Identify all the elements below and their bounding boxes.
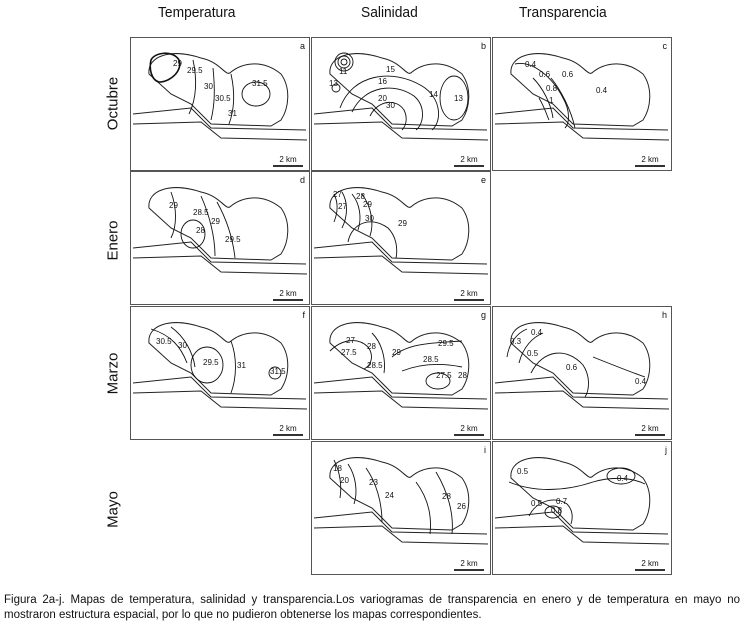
scale-bar: 2 km bbox=[273, 155, 303, 167]
isoline-label: 16 bbox=[378, 77, 387, 86]
map-panel-c bbox=[492, 37, 672, 171]
isoline-label: 27 bbox=[346, 336, 355, 345]
isoline-label: 0.6 bbox=[539, 70, 551, 79]
isoline-label: 1 bbox=[549, 96, 554, 105]
scale-bar: 2 km bbox=[273, 424, 303, 436]
isoline-label: 28.5 bbox=[423, 355, 439, 364]
panel-letter: c bbox=[662, 41, 667, 51]
isoline-label: 0.8 bbox=[551, 506, 563, 515]
isoline-label: 15 bbox=[386, 65, 395, 74]
isoline-label: 20 bbox=[340, 476, 349, 485]
row-label-enero: Enero bbox=[104, 220, 122, 261]
isoline-label: 27 bbox=[338, 202, 347, 211]
coastline-map bbox=[493, 442, 673, 576]
isoline-label: 0.5 bbox=[531, 499, 543, 508]
map-panel-j bbox=[492, 441, 672, 575]
coastline-map bbox=[131, 172, 311, 306]
isoline-label: 18 bbox=[333, 464, 342, 473]
isoline-label: 0.5 bbox=[527, 349, 539, 358]
isoline-label: 28.5 bbox=[367, 361, 383, 370]
isoline-label: 0.5 bbox=[517, 467, 529, 476]
isoline-label: 31 bbox=[237, 361, 246, 370]
isoline-label: 29.5 bbox=[225, 235, 241, 244]
coastline-map bbox=[493, 307, 673, 441]
isoline-label: 29 bbox=[173, 59, 182, 68]
isoline-label: 30.5 bbox=[156, 337, 172, 346]
isoline-label: 0.4 bbox=[617, 474, 629, 483]
isoline-label: 0.3 bbox=[510, 337, 522, 346]
isoline-label: 28 bbox=[442, 492, 451, 501]
isoline-label: 29 bbox=[398, 219, 407, 228]
isoline-label: 29 bbox=[211, 217, 220, 226]
isoline-label: 0.6 bbox=[566, 363, 578, 372]
isoline-label: 29.5 bbox=[438, 339, 454, 348]
isoline-label: 27 bbox=[333, 190, 342, 199]
panel-letter: d bbox=[299, 175, 305, 185]
scale-bar: 2 km bbox=[635, 424, 665, 436]
isoline-label: 28 bbox=[196, 226, 205, 235]
map-panel-d bbox=[130, 171, 310, 305]
isoline-label: 11 bbox=[339, 67, 348, 76]
scale-bar: 2 km bbox=[454, 559, 484, 571]
row-label-octubre: Octubre bbox=[104, 76, 122, 131]
isoline-label: 27.5 bbox=[436, 371, 452, 380]
isoline-label: 26 bbox=[457, 502, 466, 511]
isoline-label: 28 bbox=[367, 342, 376, 351]
row-label-marzo: Marzo bbox=[104, 352, 122, 395]
figure-caption: Figura 2a-j. Mapas de temperatura, salinidad y transparencia.Los variogramas de transparencia en enero y de temperatura en mayo no mostraron estructura espacial, por lo que no pudieron obtenerse los mapas correspondientes. bbox=[4, 594, 740, 621]
map-panel-g bbox=[311, 306, 491, 440]
map-panel-f bbox=[130, 306, 310, 440]
scale-bar: 2 km bbox=[273, 289, 303, 301]
isoline-label: 0.7 bbox=[556, 497, 568, 506]
column-header-salinidad: Salinidad bbox=[361, 4, 418, 21]
scale-bar: 2 km bbox=[635, 155, 665, 167]
isoline-label: 13 bbox=[329, 79, 338, 88]
map-panel-h bbox=[492, 306, 672, 440]
isoline-label: 23 bbox=[369, 478, 378, 487]
coastline-map bbox=[493, 38, 673, 172]
scale-bar: 2 km bbox=[454, 289, 484, 301]
isoline-label: 29 bbox=[363, 200, 372, 209]
isoline-label: 31.5 bbox=[270, 367, 286, 376]
isoline-label: 30 bbox=[365, 214, 374, 223]
isoline-label: 29 bbox=[169, 201, 178, 210]
panel-letter: g bbox=[480, 310, 486, 320]
map-panel-e bbox=[311, 171, 491, 305]
isoline-label: 0.8 bbox=[546, 84, 558, 93]
map-panel-a bbox=[130, 37, 310, 171]
column-header-temperatura: Temperatura bbox=[158, 4, 236, 21]
isoline-label: 28 bbox=[458, 371, 467, 380]
isoline-label: 30 bbox=[386, 101, 395, 110]
isoline-label: 30.5 bbox=[215, 94, 231, 103]
isoline-label: 0.6 bbox=[562, 70, 574, 79]
isoline-label: 29.5 bbox=[203, 358, 219, 367]
isoline-label: 31.5 bbox=[252, 79, 268, 88]
scale-bar: 2 km bbox=[454, 424, 484, 436]
column-header-transparencia: Transparencia bbox=[519, 4, 607, 21]
panel-letter: h bbox=[661, 310, 667, 320]
isoline-label: 31 bbox=[228, 109, 237, 118]
isoline-label: 0.4 bbox=[596, 86, 608, 95]
panel-letter: b bbox=[480, 41, 486, 51]
isoline-label: 20 bbox=[378, 94, 387, 103]
coastline-map bbox=[312, 38, 492, 172]
panel-letter: e bbox=[480, 175, 486, 185]
isoline-label: 14 bbox=[429, 90, 438, 99]
panel-letter: j bbox=[665, 445, 667, 455]
isoline-label: 30 bbox=[204, 82, 213, 91]
isoline-label: 0.4 bbox=[525, 60, 537, 69]
isoline-label: 29 bbox=[392, 348, 401, 357]
panel-letter: a bbox=[299, 41, 305, 51]
row-label-mayo: Mayo bbox=[104, 491, 122, 528]
map-panel-i bbox=[311, 441, 491, 575]
isoline-label: 0.4 bbox=[635, 377, 647, 386]
isoline-label: 29.5 bbox=[187, 66, 203, 75]
isoline-label: 27.5 bbox=[341, 348, 357, 357]
scale-bar: 2 km bbox=[635, 559, 665, 571]
isoline-label: 13 bbox=[454, 94, 463, 103]
isoline-label: 0.4 bbox=[531, 328, 543, 337]
panel-letter: i bbox=[484, 445, 486, 455]
coastline-map bbox=[131, 38, 311, 172]
scale-bar: 2 km bbox=[454, 155, 484, 167]
panel-letter: f bbox=[302, 310, 305, 320]
isoline-label: 24 bbox=[385, 491, 394, 500]
isoline-label: 28.5 bbox=[193, 208, 209, 217]
isoline-label: 28 bbox=[356, 192, 365, 201]
isoline-label: 30 bbox=[178, 341, 187, 350]
map-panel-b bbox=[311, 37, 491, 171]
